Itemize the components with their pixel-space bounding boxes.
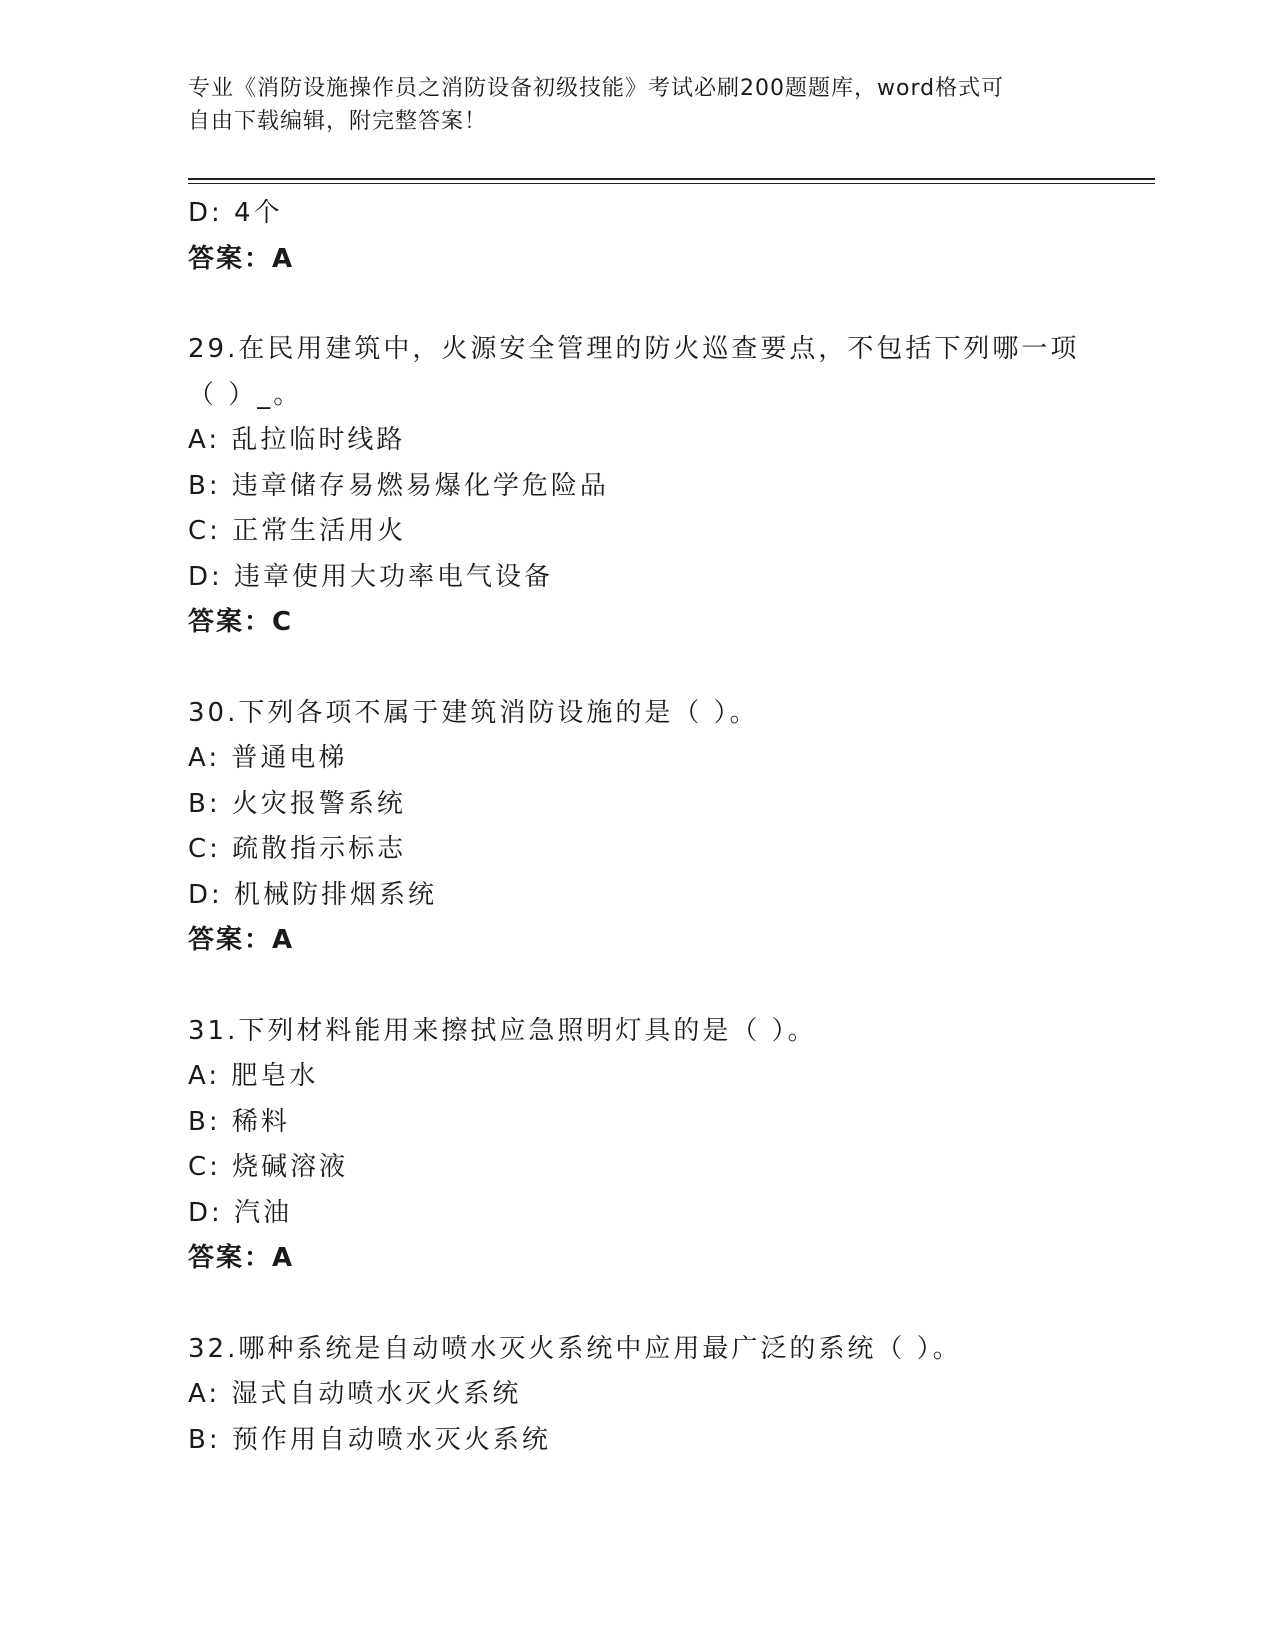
header-line-2: 自由下载编辑，附完整答案！ [188,109,488,134]
option-b: B: 预作用自动喷水灭火系统 [188,1424,551,1455]
answer-line: 答案：A [188,925,295,955]
option-d: D: 违章使用大功率电气设备 [188,561,554,592]
question-29 [188,327,1155,646]
option-c: C: 疏散指示标志 [188,834,407,864]
question-stem: 30.下列各项不属于建筑消防设施的是（ ）。 [188,697,759,728]
spacer [188,282,1155,327]
question-stem: 32.哪种系统是自动喷水灭火系统中应用最广泛的系统（ ）。 [188,1333,962,1364]
header-line-1: 专业《消防设施操作员之消防设备初级技能》考试必刷200题题库，word格式可 [188,76,1005,101]
question-30 [188,691,1155,964]
spacer [188,964,1155,1009]
option-a: A: 普通电梯 [188,743,348,773]
question-32 [188,1327,1155,1464]
header-divider-thick [188,178,1155,180]
option-b: B: 火灾报警系统 [188,788,406,819]
question-list [188,191,1155,1463]
option-c: C: 烧碱溶液 [188,1152,349,1182]
answer-line: 答案：A [188,243,295,274]
option-c: C: 正常生活用火 [188,516,407,546]
spacer [188,646,1155,691]
option-d: D: 4个 [188,198,283,228]
option-a: A: 肥皂水 [188,1061,319,1091]
option-b: B: 稀料 [188,1106,290,1137]
question-stem: 31.下列材料能用来擦拭应急照明灯具的是（ ）。 [188,1015,817,1046]
header-divider-thin [188,183,1155,184]
spacer [188,1282,1155,1327]
option-a: A: 湿式自动喷水灭火系统 [188,1379,522,1409]
option-b: B: 违章储存易燃易爆化学危险品 [188,470,609,501]
option-a: A: 乱拉临时线路 [188,425,406,455]
question-stem: 29.在民用建筑中，火源安全管理的防火巡查要点，不包括下列哪一项 [188,334,1080,364]
answer-line: 答案：A [188,1243,295,1273]
question-stem-continued: （ ）_。 [188,379,303,410]
option-d: D: 汽油 [188,1197,293,1228]
option-d: D: 机械防排烟系统 [188,879,438,910]
answer-line: 答案：C [188,607,294,637]
question-31 [188,1009,1155,1282]
document-header [188,72,1088,138]
